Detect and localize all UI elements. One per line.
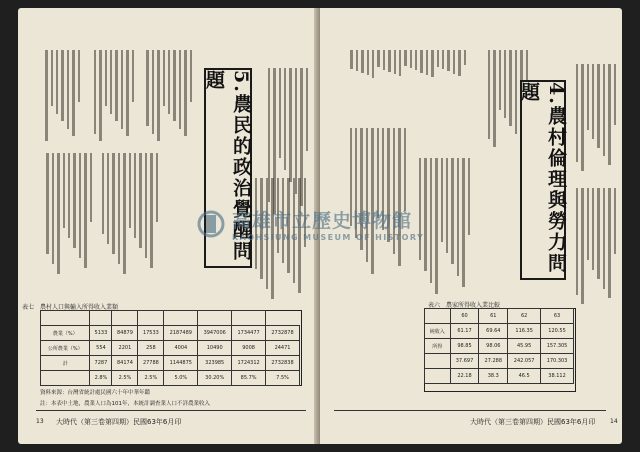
right-table-cell: 60 [450,309,479,324]
text-line [105,50,107,106]
text-line [152,50,154,134]
left-table-row [41,326,300,341]
text-column-top-left-b [86,50,134,144]
left-table-cell: 5133 [90,326,112,341]
text-line [126,50,128,136]
text-line [462,158,464,287]
text-line [184,50,186,136]
left-table-cell: 公所農業（%） [41,341,90,356]
text-line [446,158,448,253]
text-line [94,50,96,134]
text-line [504,50,506,118]
left-table-cell: 2.5% [112,371,138,386]
article-title-left: 5.農民的政治覺醒問題 [203,70,252,262]
text-column-mid-center [98,153,158,278]
text-line [350,50,352,69]
text-line [84,153,86,268]
right-table-cell [425,354,451,369]
text-line [78,50,80,102]
text-line [356,50,358,71]
text-line [431,50,433,77]
left-table-cell [232,311,266,326]
left-table-cell: 554 [90,341,112,356]
text-line [592,64,594,139]
left-table-cell: 1144875 [164,356,198,371]
text-line [581,188,583,304]
text-line [289,68,291,182]
right-table-row [425,324,574,339]
right-table-cell: 62 [508,309,541,324]
article-title-right: 4.農村倫理與勞力問題 [518,82,567,274]
right-table-cell: 116.35 [508,324,541,339]
text-line [426,50,428,75]
right-table-cell: 38.3 [479,369,508,384]
right-table-cell: 63 [541,309,574,324]
text-line [57,153,59,274]
text-line [157,50,159,141]
footer-rule-right [334,410,606,411]
right-table-cell: 45.95 [508,339,541,354]
text-line [132,50,134,102]
left-table-cell: 84174 [112,356,138,371]
text-line [72,50,74,136]
left-table-cell: 27788 [138,356,164,371]
left-table-cell: 4004 [164,341,198,356]
text-column-mid-left [40,153,92,278]
right-table-cell: 69.64 [479,324,508,339]
text-line [608,64,610,165]
left-table-cell [164,311,198,326]
text-line [67,50,69,129]
left-table-row [41,341,300,356]
text-line [576,64,578,162]
left-table-cell [198,311,232,326]
right-table-cell: 38.112 [541,369,574,384]
text-line [279,68,281,158]
text-line [99,50,101,141]
left-table-cell: 7287 [90,356,112,371]
footer-right: 大時代（第三卷第四期）民國63年6月印 [470,418,596,426]
text-line [410,50,412,68]
text-line [56,50,58,114]
table-title-left: 表七 農村人口與輸入所得收入業類 [22,304,119,311]
left-table-cell: 2.8% [90,371,112,386]
text-line [404,128,406,211]
text-line [437,50,439,67]
text-line [129,153,131,228]
museum-watermark [196,206,424,242]
text-line [587,188,589,260]
text-line [150,153,152,268]
footer-left: 大時代（第三卷第四期）民國63年6月印 [56,418,182,426]
text-line [420,50,422,73]
text-line [377,50,379,67]
table-note-left-2: 註：本表中土地，農業人口為101年，本統計調查業人口不詳農業收入 [40,401,211,407]
text-line [457,158,459,276]
left-table-row [41,371,300,386]
left-table-cell: 1734477 [232,326,266,341]
right-table-cell: 61.17 [450,324,479,339]
text-line [115,50,117,121]
text-line [388,50,390,72]
text-line [597,188,599,279]
text-line [383,50,385,70]
left-table-cell: 9008 [232,341,266,356]
left-table-cell: 17533 [138,326,164,341]
left-table-cell: 2732838 [266,356,300,371]
text-line [156,153,158,222]
right-table-cell: 98.06 [479,339,508,354]
text-line [394,50,396,74]
page-number-left: 13 [36,418,44,425]
text-line [576,188,578,295]
left-table-cell: 7.5% [266,371,300,386]
right-table-cell: 46.5 [508,369,541,384]
text-line [435,158,437,294]
text-line [614,188,616,254]
text-line [468,158,470,235]
left-table-cell: 農業（%） [41,326,90,341]
text-line [399,50,401,76]
museum-logo-icon [196,209,226,239]
text-line [441,158,443,242]
text-line [377,128,379,218]
text-line [61,50,63,121]
text-column-top-left-c [142,50,192,144]
text-line [63,153,65,228]
stats-table-left [40,310,300,386]
text-column-mid-left [346,128,406,278]
text-line [603,64,605,156]
text-line [90,153,92,222]
text-line [51,50,53,106]
right-table-cell: 120.55 [541,324,574,339]
text-line [361,50,363,73]
right-table-cell: 242.057 [508,354,541,369]
left-table-cell: 5.0% [164,371,198,386]
text-line [415,50,417,70]
text-line [430,158,432,283]
text-line [168,50,170,114]
right-table-cell: 所得 [425,339,451,354]
left-table-cell: 2.5% [138,371,164,386]
text-line [464,50,466,65]
text-column-top-left-a [40,50,80,144]
left-table-cell: 3947006 [198,326,232,341]
left-table-cell: 84879 [112,326,138,341]
text-line [295,68,297,194]
text-line [173,50,175,121]
table-title-right: 表六 農家所得收入業比較 [428,302,501,309]
text-line [458,50,460,76]
text-line [592,188,594,270]
left-table-row [41,311,300,326]
right-table-row [425,354,574,369]
text-line [442,50,444,69]
right-table-row [425,309,574,324]
text-line [371,128,373,274]
watermark-name-en: KAOHSIUNG MUSEUM OF HISTORY [232,233,425,242]
right-table-cell: 27.288 [479,354,508,369]
text-line [118,153,120,264]
left-table-cell: 323985 [198,356,232,371]
text-line [367,50,369,75]
text-column-top-left [346,50,466,78]
right-table-cell: 22.18 [450,369,479,384]
left-table-cell: 1724312 [232,356,266,371]
text-line [68,153,70,238]
left-table-cell: 2732878 [266,326,300,341]
page-number-right: 14 [610,418,618,425]
right-table-cell: 98.85 [450,339,479,354]
text-line [509,50,511,126]
left-table-cell: 85.7% [232,371,266,386]
left-table-cell: 2187489 [164,326,198,341]
text-line [179,50,181,129]
text-line [488,50,490,139]
text-line [139,153,141,248]
text-line [284,68,286,170]
right-table-row [425,339,574,354]
text-line [597,64,599,148]
text-line [398,128,400,266]
watermark-name-cn: 高雄市立歷史博物館 [232,210,413,232]
right-table-cell: 157.305 [541,339,574,354]
text-column-lower-right [570,188,616,308]
right-table-cell: 61 [479,309,508,324]
left-table-cell [90,311,112,326]
text-line [493,50,495,147]
text-line [499,50,501,110]
text-line [453,50,455,74]
text-line [107,153,109,244]
text-line [451,158,453,264]
text-line [123,153,125,274]
left-table-cell [138,311,164,326]
right-table-cell: 純收入 [425,324,451,339]
text-line [134,153,136,238]
text-line [102,153,104,234]
left-table-cell: 30.20% [198,371,232,386]
text-line [110,50,112,114]
text-line [404,50,406,66]
text-line [46,153,48,254]
text-line [608,188,610,298]
article-title-box-right [520,80,566,280]
left-table-cell [41,311,90,326]
right-table-cell: 37.697 [450,354,479,369]
left-table-cell: 2201 [112,341,138,356]
right-table-cell [425,369,451,384]
text-line [146,50,148,126]
left-table-row [41,356,300,371]
text-line [306,68,308,151]
text-line [52,153,54,264]
text-line [587,64,589,130]
table-note-left-1: 資料來源：台灣省統計處民國六十年中華年鑑 [40,390,151,396]
left-table-cell: 24471 [266,341,300,356]
text-line [121,50,123,129]
stats-table-right [424,308,574,384]
text-line [73,153,75,248]
text-line [190,50,192,102]
left-table-cell: 258 [138,341,164,356]
text-line [79,153,81,258]
text-line [112,153,114,254]
text-line [372,50,374,78]
left-table-cell [41,371,90,386]
left-table-cell [112,311,138,326]
text-line [45,50,47,141]
text-line [581,64,583,171]
right-table-cell [425,309,451,324]
right-table-cell: 170.303 [541,354,574,369]
text-column-top-right [570,64,616,174]
left-table-cell: 10490 [198,341,232,356]
text-line [447,50,449,71]
text-line [603,188,605,289]
text-line [163,50,165,106]
text-line [424,158,426,271]
text-line [145,153,147,258]
right-table-row [425,369,574,384]
left-table-cell: 計 [41,356,90,371]
text-line [614,64,616,125]
footer-rule-left [36,410,306,411]
